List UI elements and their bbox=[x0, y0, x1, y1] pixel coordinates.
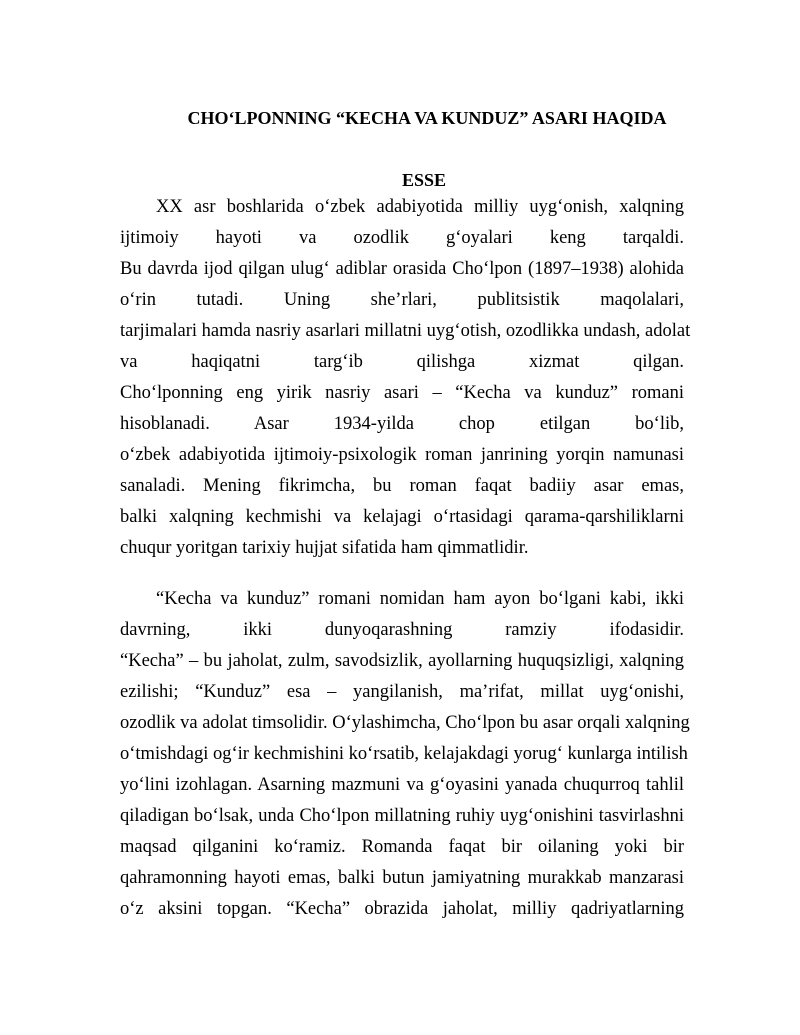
paragraph-line: tarjimalari hamda nasriy asarlari millatni uyg‘otish, ozodlikka undash, adolat bbox=[120, 321, 691, 341]
paragraph-line: balki xalqning kechmishi va kelajagi o‘rtasidagi qarama-qarshiliklarni bbox=[120, 507, 684, 527]
paragraph-line: XX asr boshlarida o‘zbek adabiyotida milliy uyg‘onish, xalqning bbox=[156, 197, 684, 217]
paragraph-line: chuqur yoritgan tarixiy hujjat sifatida ham qimmatlidir. bbox=[120, 538, 529, 558]
paragraph-2 bbox=[120, 584, 690, 925]
paragraph-line: Bu davrda ijod qilgan ulug‘ adiblar orasida Cho‘lpon (1897–1938) alohida bbox=[120, 259, 684, 279]
paragraph-line: yo‘lini izohlagan. Asarning mazmuni va g‘oyasini yanada chuqurroq tahlil bbox=[120, 775, 684, 795]
document-subtitle: ESSE bbox=[401, 170, 447, 190]
paragraph-line: qahramonning hayoti emas, balki butun jamiyatning murakkab manzarasi bbox=[120, 868, 684, 888]
paragraph-line: o‘rin tutadi. Uning she’rlari, publitsistik maqolalari, bbox=[120, 290, 684, 310]
paragraph-line: qiladigan bo‘lsak, unda Cho‘lpon millatning ruhiy uyg‘onishini tasvirlashni bbox=[120, 806, 684, 826]
paragraph-line: ijtimoiy hayoti va ozodlik g‘oyalari keng tarqaldi. bbox=[120, 228, 684, 248]
paragraph-line: davrning, ikki dunyoqarashning ramziy ifodasidir. bbox=[120, 620, 684, 640]
document-title: CHO‘LPONNING “KECHA VA KUNDUZ” ASARI HAQIDA bbox=[187, 108, 667, 128]
paragraph-line: o‘z aksini topgan. “Kecha” obrazida jaholat, milliy qadriyatlarning bbox=[120, 899, 684, 919]
paragraph-line: maqsad qilganini ko‘ramiz. Romanda faqat bir oilaning yoki bir bbox=[120, 837, 684, 857]
paragraph-line: Cho‘lponning eng yirik nasriy asari – “Kecha va kunduz” romani bbox=[120, 383, 684, 403]
paragraph-line: ozodlik va adolat timsolidir. O‘ylashimcha, Cho‘lpon bu asar orqali xalqning bbox=[120, 713, 690, 733]
paragraph-line: sanaladi. Mening fikrimcha, bu roman faqat badiiy asar emas, bbox=[120, 476, 684, 496]
paragraph-line: “Kecha” – bu jaholat, zulm, savodsizlik, ayollarning huquqsizligi, xalqning bbox=[120, 651, 684, 671]
paragraph-line: o‘tmishdagi og‘ir kechmishini ko‘rsatib, kelajakdagi yorug‘ kunlarga intilish bbox=[120, 744, 688, 764]
paragraph-line: ezilishi; “Kunduz” esa – yangilanish, ma’rifat, millat uyg‘onishi, bbox=[120, 682, 684, 702]
paragraph-line: va haqiqatni targ‘ib qilishga xizmat qilgan. bbox=[120, 352, 684, 372]
paragraph-line: “Kecha va kunduz” romani nomidan ham ayon bo‘lgani kabi, ikki bbox=[156, 589, 684, 609]
paragraph-line: o‘zbek adabiyotida ijtimoiy-psixologik roman janrining yorqin namunasi bbox=[120, 445, 684, 465]
paragraph-line: hisoblanadi. Asar 1934-yilda chop etilgan bo‘lib, bbox=[120, 414, 684, 434]
paragraph-1 bbox=[120, 192, 691, 564]
